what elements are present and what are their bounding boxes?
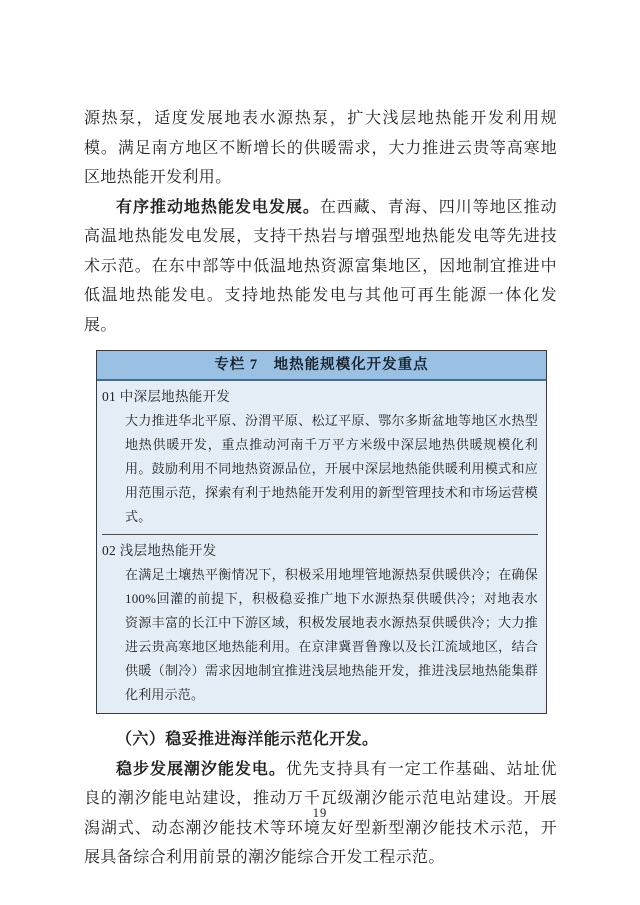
page-content: [84, 104, 557, 873]
box-section-text: 大力推进华北平原、汾渭平原、松辽平原、鄂尔多斯盆地等地区水热型地热供暖开发，重点推动河南千万平方米级中深层地热供暖规模化利用。鼓励利用不同地热资源品位，开展中深层地热能供暖利用模式和应用范围示范，探索有利于地热能开发利用的新型管理技术和市场运营模式。: [125, 413, 538, 524]
heading-section-six: （六）稳妥推进海洋能示范化开发。: [116, 731, 379, 748]
paragraph-body-text: 在西藏、青海、四川等地区推动高温地热能发电发展，支持干热岩与增强型地热能发电等先进技术示范。在东中部等中低温地热资源富集地区，因地制宜推进中低温地热能发电。支持地热能发电与其他可再生能源一体化发展。: [84, 198, 557, 334]
paragraph-lead-bold: 有序推动地热能发电发展。: [116, 198, 320, 216]
box-section-mid-deep-geothermal: [102, 385, 538, 529]
column-box-title: 专栏 7 地热能规模化开发重点: [97, 351, 546, 381]
paragraph-heat-pump-continuation: 源热泵，适度发展地表水源热泵，扩大浅层地热能开发利用规模。满足南方地区不断增长的供暖需求，大力推进云贵等高寒地区地热能开发利用。: [84, 110, 557, 186]
column-box-7: [96, 350, 547, 714]
column-box-body: [97, 381, 546, 713]
box-section-text: 在满足土壤热平衡情况下，积极采用地埋管地源热泵供暖供冷；在确保 100%回灌的前提下，积极稳妥推广地下水源热泵供暖供冷；对地表水资源丰富的长江中下游区域，积极发展地表水源热泵供暖供冷；大力推进云贵高寒地区地热能利用。在京津冀晋鲁豫以及长江流域地区，结合供暖（制冷）需求因地制宜推进浅层地热能开发，推进浅层地热能集群化利用示范。: [125, 567, 538, 702]
page-number: 19: [312, 806, 328, 820]
paragraph-geothermal-power: [84, 193, 557, 341]
paragraph-lead-bold: 稳步发展潮汐能发电。: [116, 760, 286, 778]
box-section-shallow-geothermal: [102, 534, 538, 707]
box-section-label: 01 中深层地热能开发: [102, 389, 231, 404]
paragraph-body-text: 优先支持具有一定工作基础、站址优良的潮汐能电站建设，推动万千瓦级潮汐能示范电站建设。开展潟湖式、动态潮汐能技术等环境友好型新型潮汐能技术示范，开展具备综合利用前景的潮汐能综合开发工程示范。: [84, 760, 557, 866]
box-section-label: 02 浅层地热能开发: [102, 543, 217, 558]
